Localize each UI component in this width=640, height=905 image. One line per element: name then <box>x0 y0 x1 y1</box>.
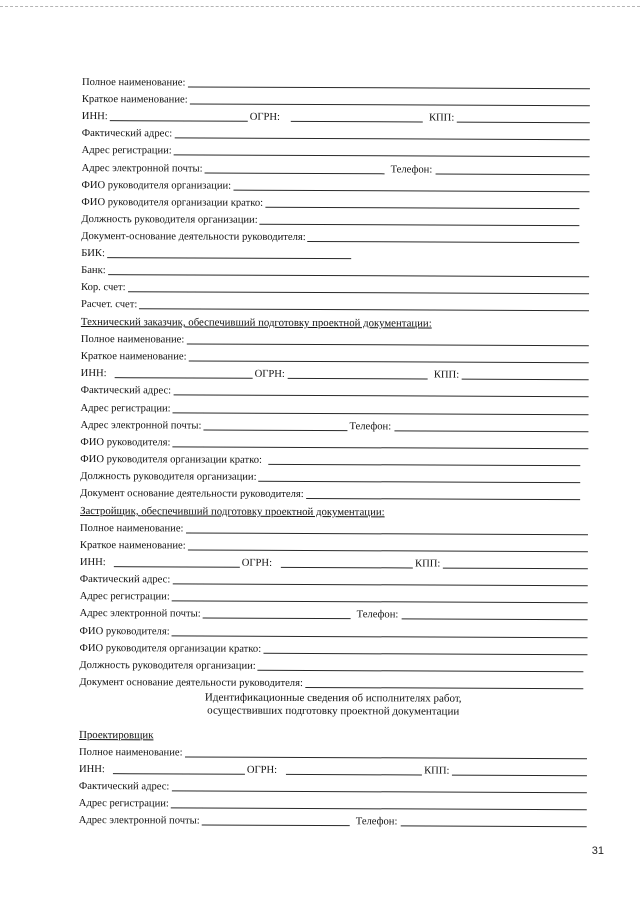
tc-head-fio-row <box>80 432 588 451</box>
des-email-field[interactable] <box>202 825 350 827</box>
field-label: Краткое наименование: <box>81 94 188 106</box>
des-actual-address-row <box>79 776 587 795</box>
des-contacts-row <box>79 810 587 829</box>
org-head-basis-row <box>81 226 589 245</box>
field-label: ФИО руководителя организации кратко: <box>79 642 262 655</box>
org-bank-row <box>81 260 589 279</box>
field-label: Полное наименование: <box>79 746 183 759</box>
field-label: Документ основание деятельности руководителя: <box>79 676 303 689</box>
org-head-fio-short-row <box>81 192 589 211</box>
field-label: Адрес регистрации: <box>81 145 172 157</box>
field-label: Полное наименование: <box>80 334 185 346</box>
field-label: Краткое наименование: <box>80 351 187 363</box>
des-kpp-field[interactable] <box>452 774 587 776</box>
tc-full-name-row <box>81 329 589 348</box>
executors-heading-line: осуществивших подготовку проектной документации <box>207 704 460 718</box>
tc-actual-address-row <box>81 380 589 399</box>
tc-codes-row <box>81 363 589 382</box>
field-label: Полное наименование: <box>81 77 186 89</box>
field-label: Фактический адрес: <box>79 574 171 586</box>
tc-kpp-field[interactable] <box>462 379 589 381</box>
org-phone-field[interactable] <box>435 173 589 175</box>
field-label: Кор. счет: <box>81 282 126 294</box>
dev-head-position-row <box>79 655 587 674</box>
dev-kpp-field[interactable] <box>443 568 588 570</box>
field-label: Адрес регистрации: <box>79 591 170 603</box>
des-phone-field[interactable] <box>400 825 586 827</box>
tech-customer-heading-row <box>81 311 589 331</box>
field-label: Телефон: <box>349 420 392 433</box>
tc-ogrn-field[interactable] <box>288 378 428 380</box>
des-ogrn-field[interactable] <box>286 774 422 776</box>
dev-full-name-row <box>80 518 588 537</box>
field-label: Документ основание деятельности руководителя: <box>80 488 304 501</box>
field-label: БИК: <box>81 248 105 260</box>
org-head-position-field[interactable] <box>260 224 580 226</box>
field-label: ОГРН: <box>246 764 278 776</box>
page-number: 31 <box>591 845 604 857</box>
field-label: Адрес регистрации: <box>78 797 169 810</box>
section-title: Технический заказчик, обеспечивший подготовку проектной документации: <box>80 316 432 330</box>
tc-reg-address-row <box>81 397 589 416</box>
tc-email-field[interactable] <box>203 429 347 431</box>
org-head-basis-field[interactable] <box>308 241 580 243</box>
dev-head-position-field[interactable] <box>258 669 584 671</box>
org-contacts-row <box>82 157 590 176</box>
org-kpp-field[interactable] <box>457 122 590 124</box>
org-inn-field[interactable] <box>110 120 248 122</box>
dev-codes-row <box>80 552 588 571</box>
dev-head-basis-row <box>79 672 587 691</box>
dev-email-field[interactable] <box>203 618 351 620</box>
field-label: ИНН: <box>79 557 106 569</box>
field-label: Полное наименование: <box>79 522 184 535</box>
org-codes-row <box>82 106 590 125</box>
tc-head-basis-row <box>80 483 588 502</box>
field-label: КПП: <box>428 112 455 124</box>
dev-head-fio-short-row <box>79 637 587 656</box>
field-label: Адрес регистрации: <box>80 402 171 414</box>
des-inn-field[interactable] <box>113 773 245 775</box>
field-label: Краткое наименование: <box>79 540 186 552</box>
tc-head-basis-field[interactable] <box>306 498 580 500</box>
org-bik-field[interactable] <box>107 257 351 259</box>
des-reg-address-row <box>79 793 587 812</box>
org-bik-row <box>81 243 589 262</box>
field-label: Фактический адрес: <box>78 780 170 793</box>
section-title: Застройщик, обеспечивший подготовку проектной документации: <box>80 504 385 519</box>
field-label: КПП: <box>424 765 450 777</box>
tc-inn-field[interactable] <box>115 378 253 380</box>
field-label: Адрес электронной почты: <box>81 162 203 175</box>
field-label: ИНН: <box>81 111 108 123</box>
dev-head-fio-row <box>80 620 588 639</box>
tc-head-fio-short-row <box>80 449 588 468</box>
org-full-name-row <box>82 72 590 91</box>
dev-head-fio-short-field[interactable] <box>263 652 587 654</box>
dev-contacts-row <box>80 603 588 622</box>
tc-head-fio-short-field[interactable] <box>268 464 580 466</box>
org-settlement-account-row <box>81 294 589 313</box>
dev-reg-address-row <box>80 586 588 605</box>
org-reg-address-row <box>82 140 590 159</box>
field-label: ИНН: <box>80 368 107 380</box>
field-label: КПП: <box>415 558 441 570</box>
field-label: ОГРН: <box>241 557 273 569</box>
tc-head-position-field[interactable] <box>259 481 581 483</box>
des-codes-row <box>79 759 587 778</box>
page-top-edge <box>0 6 640 7</box>
field-label: Телефон: <box>356 609 399 621</box>
section-title: Проектировщик <box>79 728 154 741</box>
field-label: Фактический адрес: <box>80 385 172 397</box>
field-label: ФИО руководителя организации кратко: <box>80 453 263 466</box>
org-head-fio-row <box>81 175 589 194</box>
field-label: Документ-основание деятельности руководителя: <box>81 230 306 243</box>
org-actual-address-row <box>82 123 590 142</box>
field-label: Адрес электронной почты: <box>80 419 202 432</box>
executors-heading-line: Идентификационные сведения об исполнителях работ, <box>204 691 462 705</box>
des-full-name-row <box>79 742 587 761</box>
field-label: Адрес электронной почты: <box>79 608 201 620</box>
org-ogrn-field[interactable] <box>291 121 423 123</box>
dev-head-basis-field[interactable] <box>305 687 583 689</box>
dev-phone-field[interactable] <box>401 619 587 621</box>
tc-head-position-row <box>80 466 588 485</box>
field-label: ФИО руководителя: <box>79 625 170 637</box>
field-label: ФИО руководителя: <box>80 436 171 449</box>
field-label: Телефон: <box>390 163 433 176</box>
identification-form <box>79 72 590 829</box>
field-label: ОГРН: <box>254 369 285 381</box>
field-label: ФИО руководителя организации кратко: <box>81 196 264 209</box>
dev-inn-field[interactable] <box>114 566 240 568</box>
org-head-fio-short-field[interactable] <box>265 207 579 209</box>
dev-actual-address-row <box>80 569 588 588</box>
dev-short-name-row <box>80 535 588 554</box>
field-label: ОГРН: <box>249 112 280 124</box>
field-label: Банк: <box>81 265 106 277</box>
tc-contacts-row <box>80 415 588 434</box>
org-corr-account-row <box>81 277 589 296</box>
dev-ogrn-field[interactable] <box>281 567 413 569</box>
field-label: Расчет. счет: <box>80 299 138 311</box>
org-short-name-row <box>82 89 590 108</box>
designer-heading-row <box>79 724 587 744</box>
field-label: Должность руководителя организации: <box>80 470 257 483</box>
field-label: КПП: <box>433 369 460 382</box>
org-head-fio-field[interactable] <box>233 189 589 192</box>
org-email-field[interactable] <box>205 172 385 174</box>
field-label: Телефон: <box>355 816 398 828</box>
field-label: Должность руководителя организации: <box>79 659 256 672</box>
executors-heading <box>79 691 587 720</box>
field-label: Должность руководителя организации: <box>81 213 258 226</box>
tc-phone-field[interactable] <box>394 430 588 432</box>
field-label: ФИО руководителя организации: <box>81 179 232 192</box>
developer-heading-row <box>80 500 588 520</box>
field-label: ИНН: <box>78 763 105 775</box>
field-label: Адрес электронной почты: <box>78 815 200 827</box>
org-head-position-row <box>81 209 589 228</box>
field-label: Фактический адрес: <box>81 128 173 140</box>
tc-short-name-row <box>81 346 589 365</box>
